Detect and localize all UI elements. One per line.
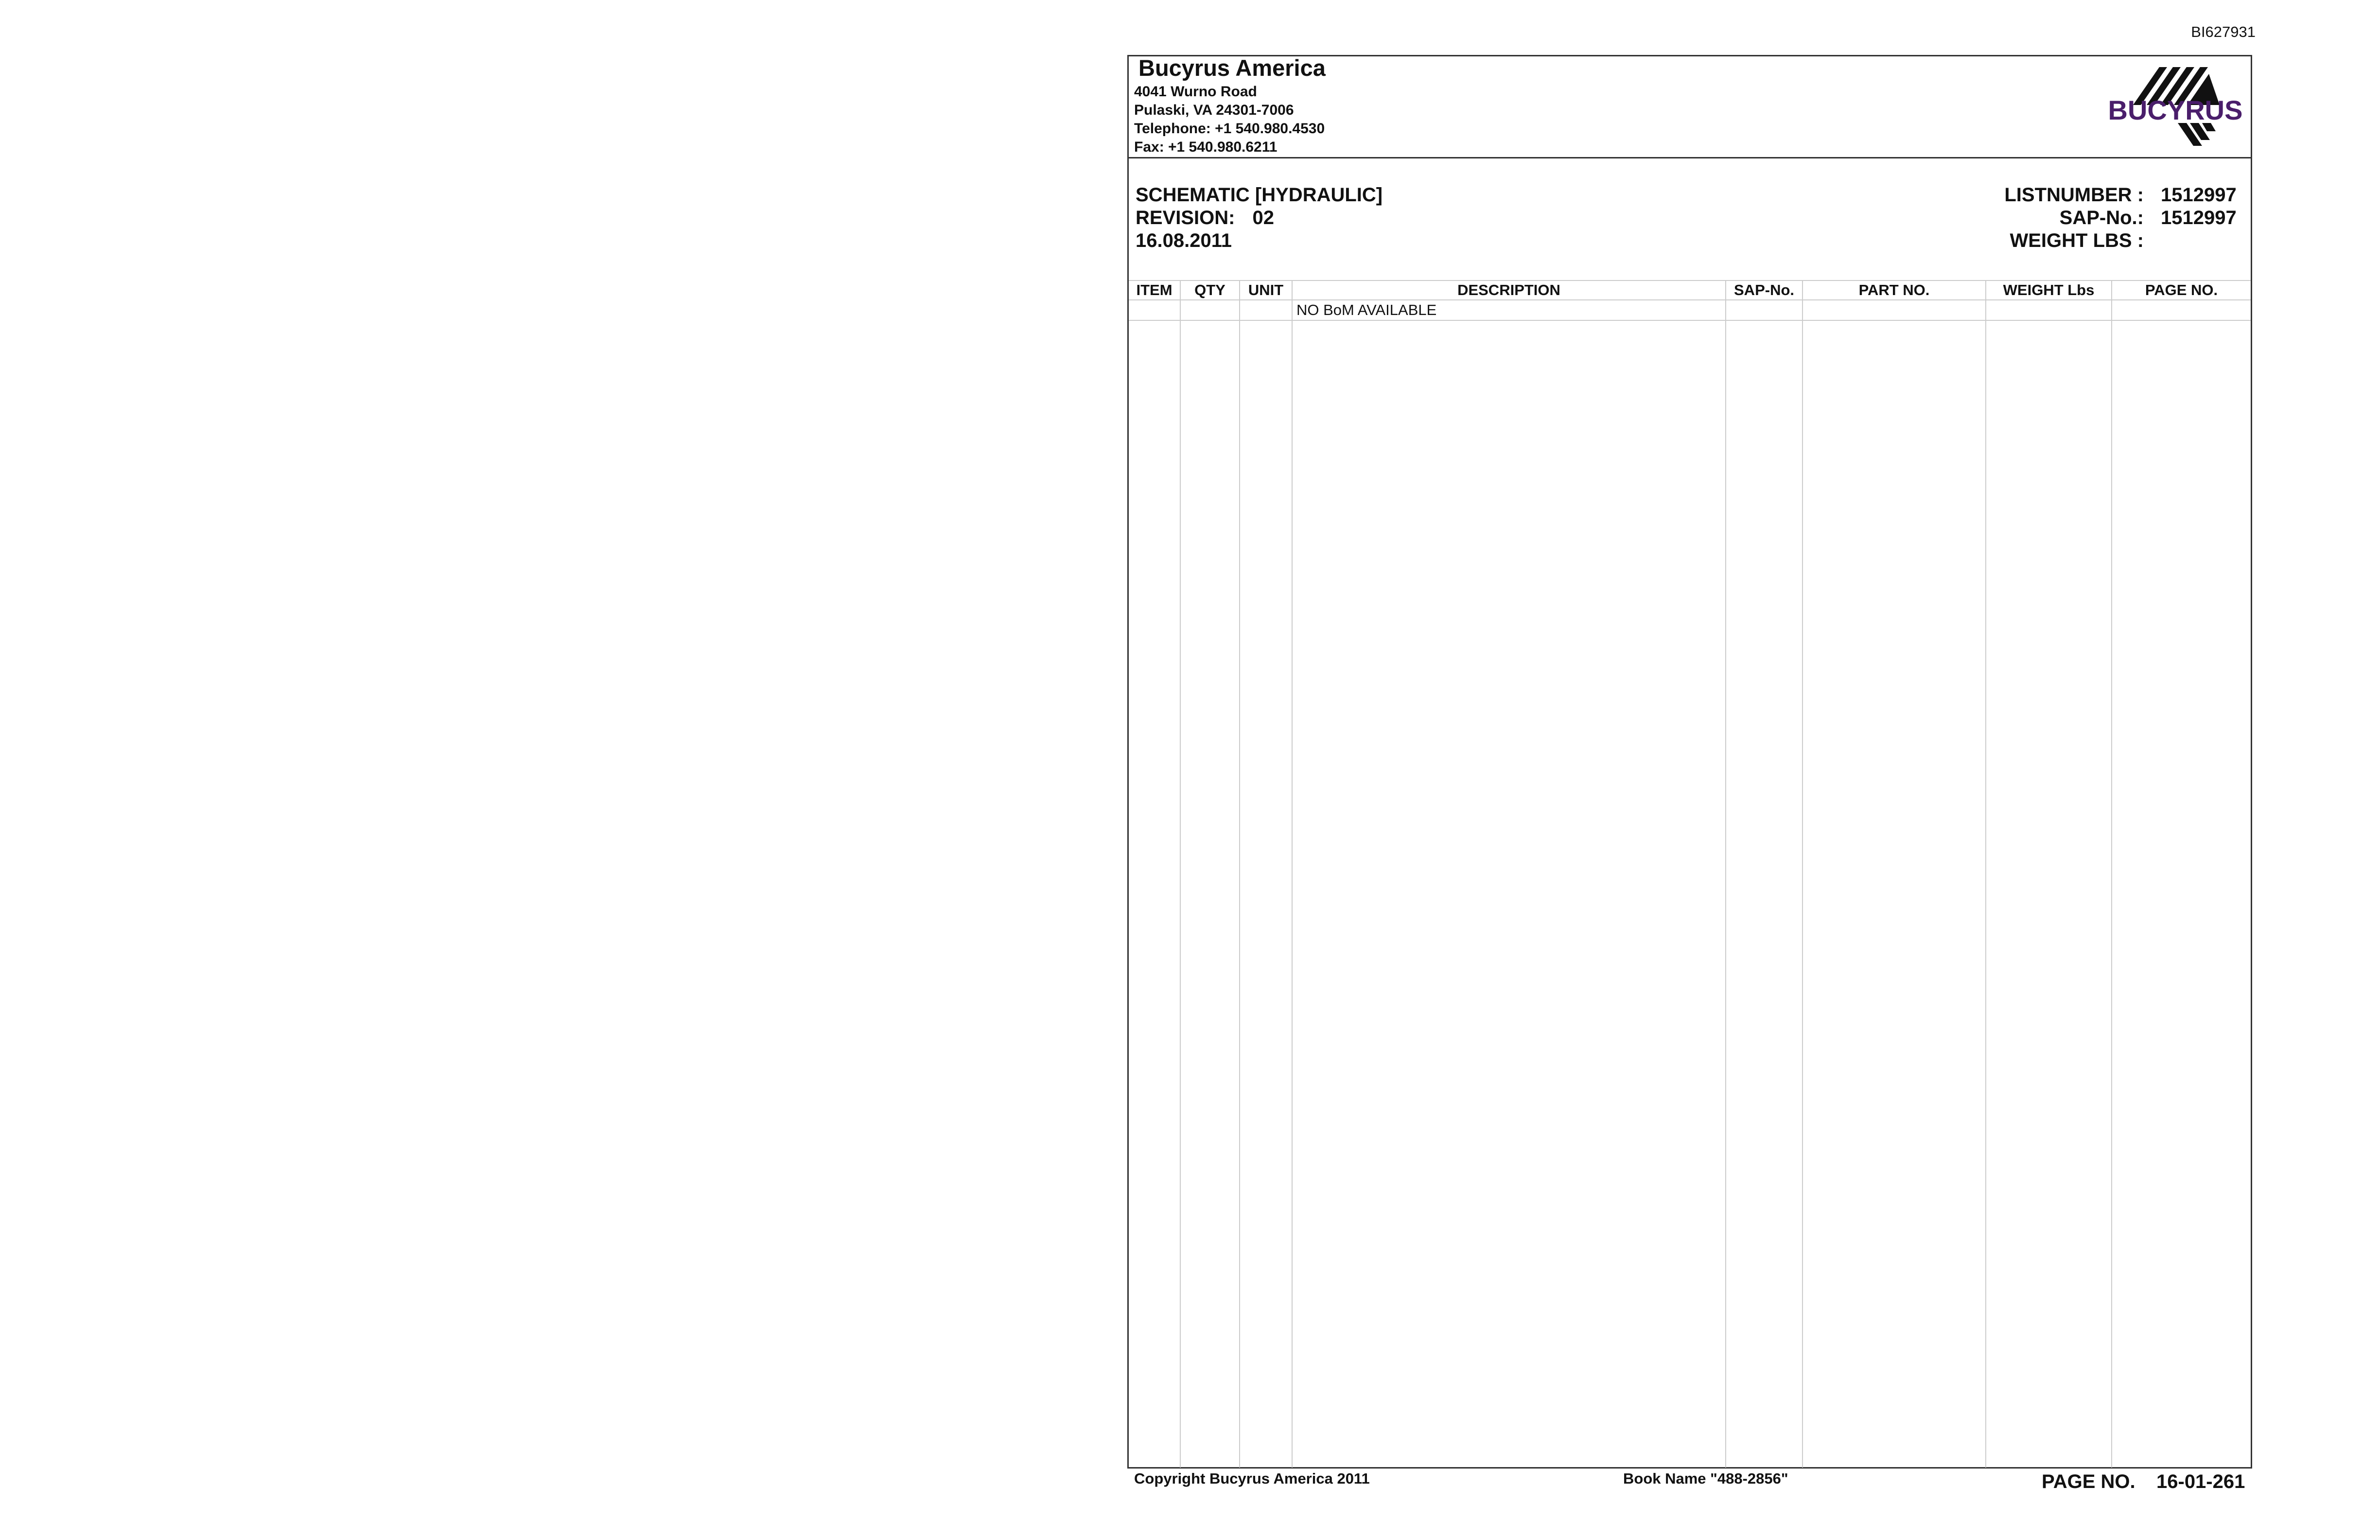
header-weight: WEIGHT Lbs (2003, 281, 2095, 298)
column-divider (1725, 280, 1726, 1468)
company-fax: Fax: +1 540.980.6211 (1134, 139, 1278, 155)
footer-copyright: Copyright Bucyrus America 2011 (1134, 1470, 1370, 1487)
document-id: BI627931 (2191, 23, 2256, 40)
header-page-no: PAGE NO. (2145, 281, 2218, 298)
column-divider (1292, 280, 1293, 1468)
header-item: ITEM (1136, 281, 1172, 298)
footer-book-name: Book Name "488-2856" (1623, 1470, 1788, 1487)
footer-page-label: PAGE NO. (2042, 1471, 2135, 1492)
header-sap-no: SAP-No. (1734, 281, 1794, 298)
logo-wordmark: BUCYRUS (2108, 95, 2243, 125)
weight-label: WEIGHT LBS : (2010, 230, 2144, 251)
company-telephone: Telephone: +1 540.980.4530 (1134, 121, 1325, 137)
column-divider (2111, 280, 2112, 1468)
header-unit: UNIT (1248, 281, 1284, 298)
column-divider (1239, 280, 1240, 1468)
document-date: 16.08.2011 (1136, 230, 1232, 251)
column-divider (1802, 280, 1803, 1468)
company-city-line: Pulaski, VA 24301-7006 (1134, 102, 1294, 118)
column-divider (1180, 280, 1181, 1468)
header-description: DESCRIPTION (1457, 281, 1560, 298)
revision-label: REVISION: (1136, 207, 1235, 228)
bom-table (1129, 280, 2251, 1468)
document-title: SCHEMATIC [HYDRAULIC] (1136, 184, 1383, 206)
footer-page-number: 16-01-261 (2156, 1471, 2245, 1492)
revision-line (1136, 207, 1274, 229)
bom-note: NO BoM AVAILABLE (1296, 301, 1437, 318)
sap-value: 1512997 (2161, 207, 2237, 228)
sap-label: SAP-No.: (2059, 207, 2144, 228)
listnumber-value: 1512997 (2161, 184, 2237, 206)
revision-value: 02 (1252, 207, 1274, 228)
table-row-rule (1129, 320, 2251, 321)
company-name: Bucyrus America (1138, 55, 1326, 81)
bucyrus-logo-icon (2105, 62, 2246, 152)
column-divider (1985, 280, 1986, 1468)
company-address-line: 4041 Wurno Road (1134, 84, 1257, 100)
listnumber-label: LISTNUMBER : (2004, 184, 2144, 206)
header-part-no: PART NO. (1858, 281, 1930, 298)
header-qty: QTY (1194, 281, 1225, 298)
header-divider (1127, 157, 2252, 158)
